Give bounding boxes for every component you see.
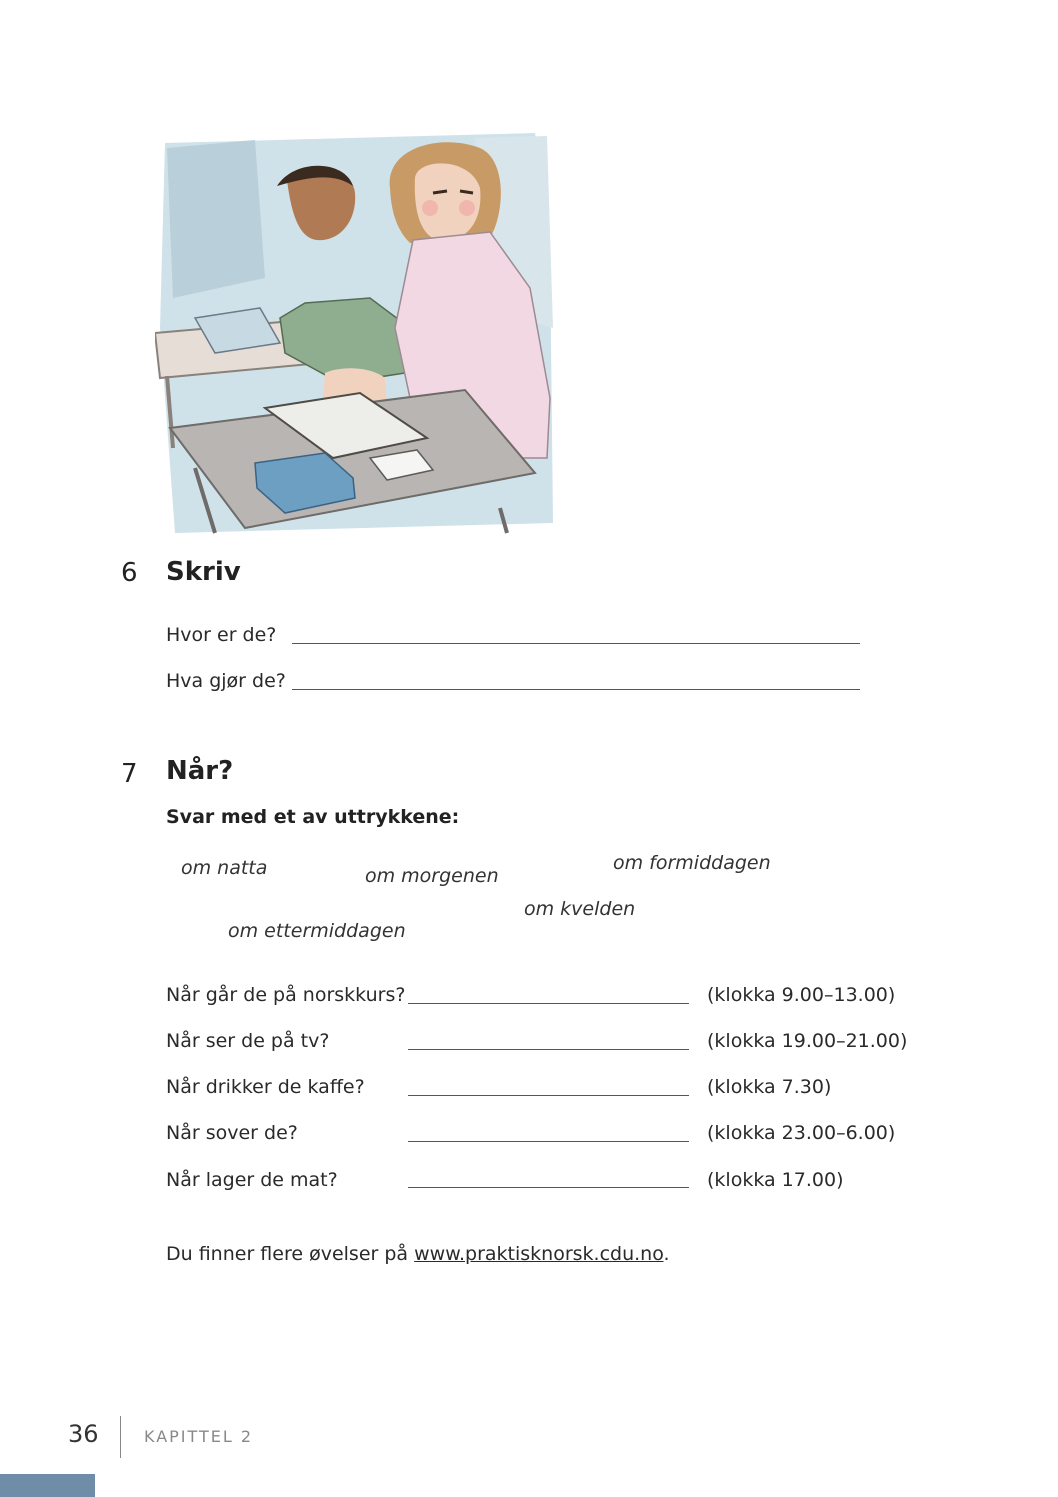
question-what: Hva gjør de? [166, 670, 286, 692]
question-norskkurs: Når går de på norskkurs? [166, 984, 406, 1006]
expression-ettermiddagen: om ettermiddagen [228, 920, 406, 942]
question-sover: Når sover de? [166, 1122, 298, 1144]
answer-line-mat[interactable] [408, 1187, 689, 1188]
more-exercises-note [166, 1243, 670, 1265]
expression-formiddagen: om formiddagen [613, 852, 771, 874]
answer-line-where[interactable] [292, 643, 860, 644]
exercise-7-number: 7 [121, 759, 138, 789]
exercise-6-number: 6 [121, 558, 138, 588]
more-exercises-period: . [663, 1243, 670, 1265]
answer-line-norskkurs[interactable] [408, 1003, 689, 1004]
time-hint-kaffe: (klokka 7.30) [707, 1076, 832, 1098]
website-link[interactable]: www.praktisknorsk.cdu.no [414, 1243, 664, 1265]
exercise-7-instruction: Svar med et av uttrykkene: [166, 806, 460, 828]
time-hint-tv: (klokka 19.00–21.00) [707, 1030, 908, 1052]
expression-kvelden: om kvelden [524, 898, 636, 920]
expression-natta: om natta [181, 857, 268, 879]
time-hint-mat: (klokka 17.00) [707, 1169, 844, 1191]
more-exercises-text: Du finner flere øvelser på [166, 1243, 415, 1265]
answer-line-what[interactable] [292, 689, 860, 690]
footer-divider [120, 1416, 121, 1458]
page-number: 36 [68, 1420, 99, 1448]
answer-line-sover[interactable] [408, 1141, 689, 1142]
exercise-6-title: Skriv [166, 557, 241, 587]
question-kaffe: Når drikker de kaffe? [166, 1076, 365, 1098]
time-hint-norskkurs: (klokka 9.00–13.00) [707, 984, 896, 1006]
question-tv: Når ser de på tv? [166, 1030, 330, 1052]
exercise-7-title: Når? [166, 756, 234, 786]
accent-bar [0, 1474, 95, 1497]
answer-line-kaffe[interactable] [408, 1095, 689, 1096]
expression-morgenen: om morgenen [365, 865, 499, 887]
answer-line-tv[interactable] [408, 1049, 689, 1050]
question-where: Hvor er de? [166, 624, 277, 646]
classroom-illustration [155, 128, 555, 538]
chapter-label: KAPITTEL 2 [144, 1427, 254, 1446]
question-mat: Når lager de mat? [166, 1169, 338, 1191]
time-hint-sover: (klokka 23.00–6.00) [707, 1122, 896, 1144]
